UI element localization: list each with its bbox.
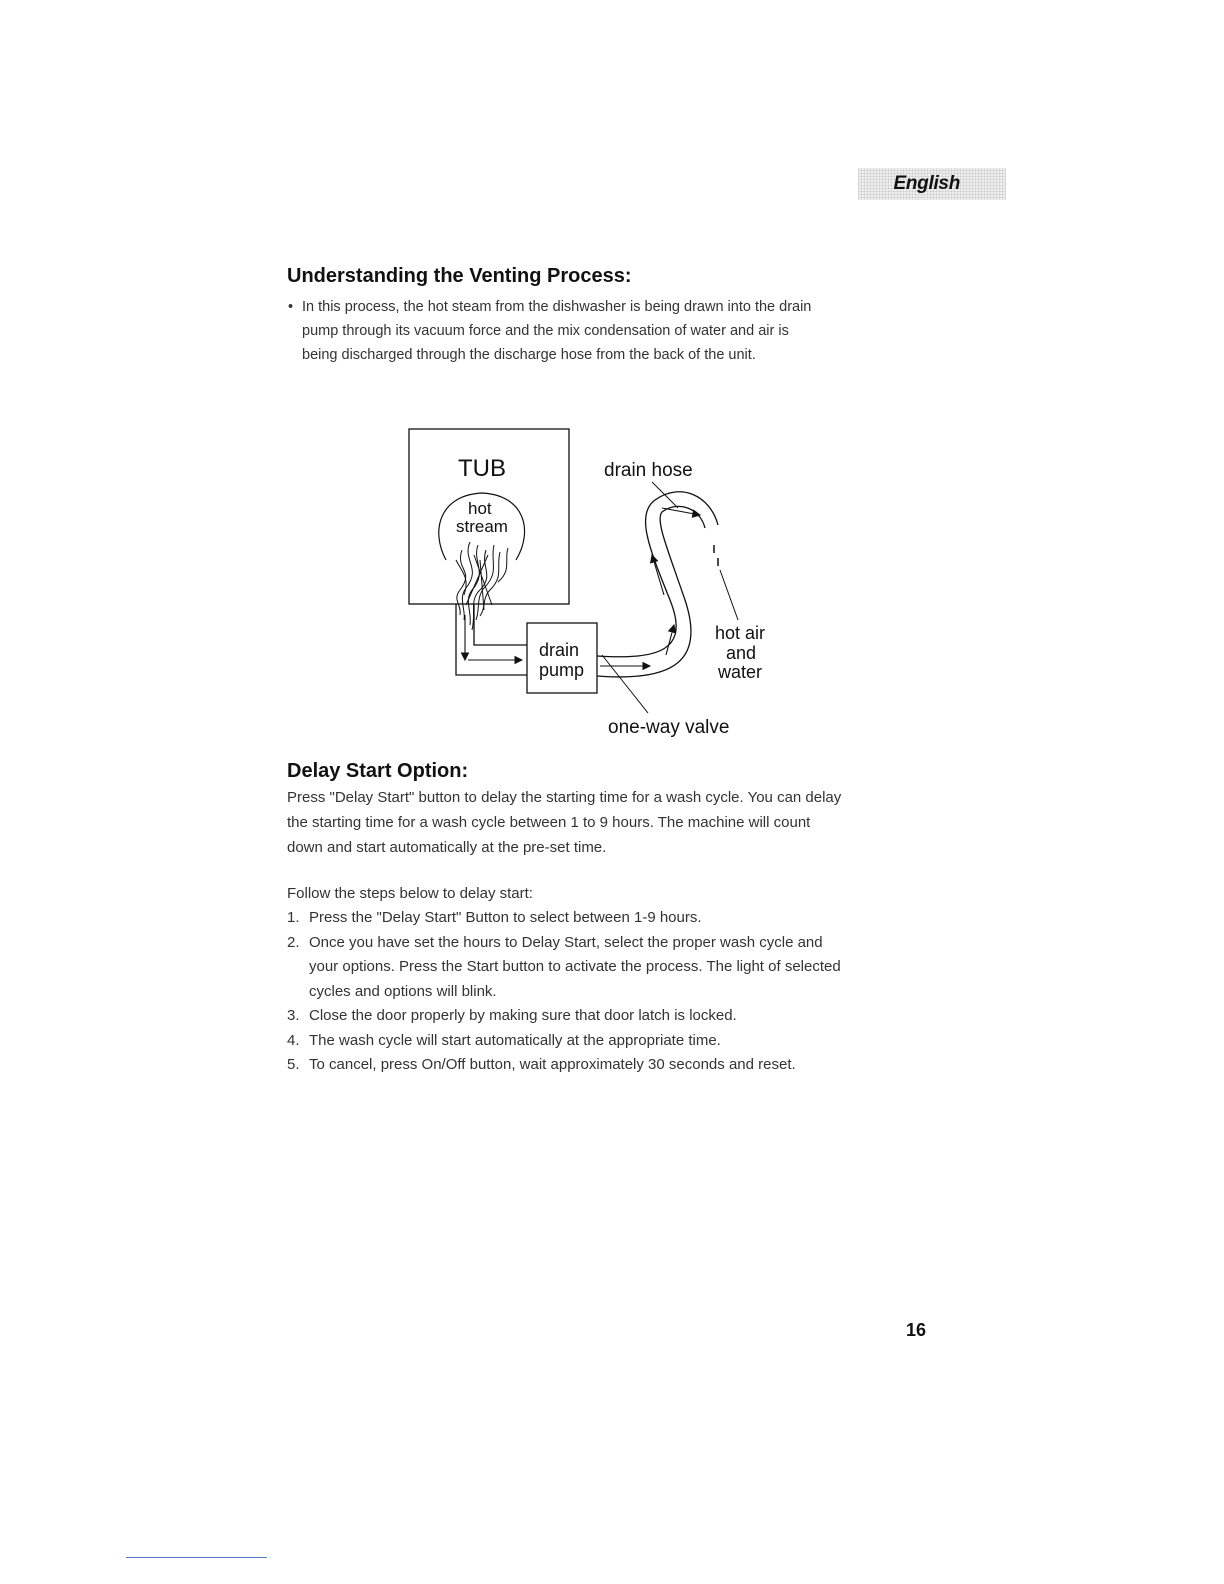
step-number: 2. bbox=[287, 933, 300, 951]
hot-stream-label-1: hot bbox=[468, 499, 492, 518]
venting-diagram bbox=[400, 420, 800, 750]
steam-squiggles bbox=[456, 542, 508, 630]
venting-line: pump through its vacuum force and the mix condensation of water and air is bbox=[302, 323, 789, 339]
tub-label: TUB bbox=[458, 455, 506, 482]
tub-pipe bbox=[456, 604, 527, 675]
step-number: 4. bbox=[287, 1031, 300, 1049]
drain-pump-label-1: drain bbox=[539, 640, 580, 660]
list-item bbox=[287, 1053, 947, 1078]
hot-air-label-3: water bbox=[718, 662, 763, 682]
list-item bbox=[287, 931, 947, 1005]
step-number: 1. bbox=[287, 909, 300, 926]
delay-description bbox=[287, 785, 947, 860]
hot-air-label-1: hot air bbox=[715, 623, 766, 643]
bullet-icon: • bbox=[288, 299, 294, 315]
step-line: Press the "Delay Start" Button to select between 1-9 hours. bbox=[309, 909, 702, 926]
step-line: cycles and options will blink. bbox=[309, 982, 497, 1000]
hot-air-label-2: and bbox=[726, 643, 757, 663]
hose-up-arrow-2 bbox=[652, 555, 664, 595]
steps-intro-text: Follow the steps below to delay start: bbox=[287, 885, 533, 902]
venting-heading: Understanding the Venting Process: bbox=[287, 265, 632, 287]
delay-heading: Delay Start Option: bbox=[287, 760, 469, 782]
drain-hose-pointer bbox=[652, 482, 678, 508]
step-line: Once you have set the hours to Delay Start, select the proper wash cycle and bbox=[309, 933, 823, 951]
page-number: 16 bbox=[906, 1320, 927, 1340]
language-label: English bbox=[893, 173, 960, 194]
step-number: 5. bbox=[287, 1056, 300, 1073]
drain-pump-label-2: pump bbox=[539, 660, 585, 680]
drain-hose bbox=[597, 492, 718, 677]
list-item bbox=[287, 1004, 947, 1029]
list-item bbox=[287, 906, 947, 931]
hot-stream-label-2: stream bbox=[456, 517, 508, 536]
venting-line: In this process, the hot steam from the dishwasher is being drawn into the drain bbox=[302, 299, 812, 315]
step-line: your options. Press the Start button to activate the process. The light of selected bbox=[309, 958, 841, 975]
valve-label: one-way valve bbox=[608, 717, 730, 738]
steps-intro bbox=[287, 881, 947, 906]
drips bbox=[714, 545, 718, 566]
valve-pointer bbox=[602, 655, 648, 713]
delay-line: down and start automatically at the pre-set time. bbox=[287, 839, 607, 856]
venting-line: being discharged through the discharge hose from the back of the unit. bbox=[302, 347, 756, 363]
step-line: To cancel, press On/Off button, wait approximately 30 seconds and reset. bbox=[309, 1056, 796, 1073]
hot-air-pointer bbox=[720, 570, 738, 620]
bottom-link-underline bbox=[126, 1557, 267, 1558]
step-line: The wash cycle will start automatically at the appropriate time. bbox=[309, 1031, 721, 1049]
list-item bbox=[287, 1029, 947, 1054]
venting-bullet bbox=[288, 295, 928, 367]
delay-line: the starting time for a wash cycle between 1 to 9 hours. The machine will count bbox=[287, 814, 811, 831]
delay-steps-list bbox=[287, 906, 947, 1078]
step-number: 3. bbox=[287, 1007, 300, 1024]
language-tab bbox=[858, 168, 1006, 200]
drain-hose-label: drain hose bbox=[604, 460, 693, 481]
delay-line: Press "Delay Start" button to delay the starting time for a wash cycle. You can delay bbox=[287, 789, 842, 806]
step-line: Close the door properly by making sure that door latch is locked. bbox=[309, 1007, 737, 1024]
